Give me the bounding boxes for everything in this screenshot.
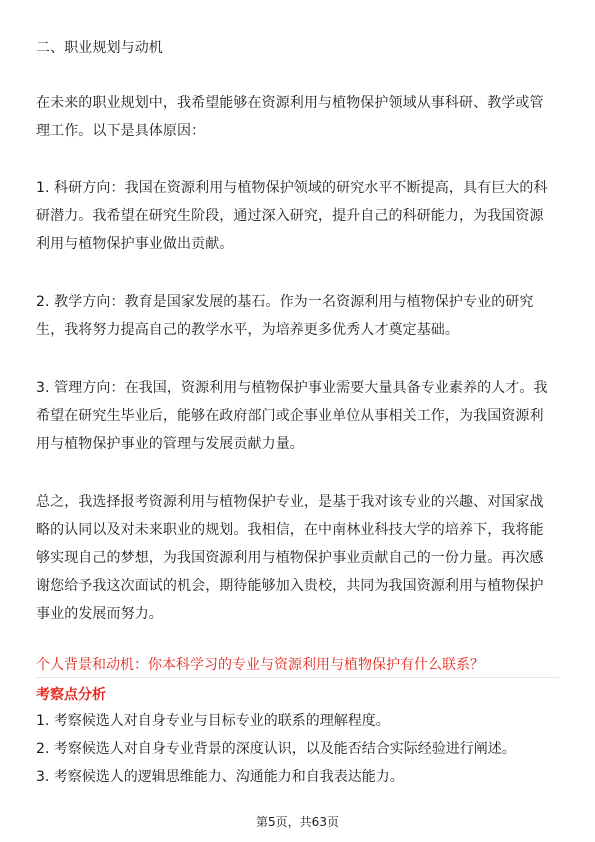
intro-line-1: 在未来的职业规划中，我希望能够在资源利用与植物保护领域从事科研、教学或管 [36,95,544,111]
section-heading: 二、职业规划与动机 [36,40,163,56]
analysis-point-3: 3. 考察候选人的逻辑思维能力、沟通能力和自我表达能力。 [36,769,404,785]
analysis-point-1: 1. 考察候选人对自身专业与目标专业的联系的理解程度。 [36,713,390,729]
reason3-line-1: 3. 管理方向：在我国，资源利用与植物保护事业需要大量具备专业素养的人才。我 [36,380,548,396]
reason2-line-1: 2. 教学方向：教育是国家发展的基石。作为一名资源利用与植物保护专业的研究 [36,294,534,310]
intro-line-2: 理工作。以下是具体原因： [36,123,206,139]
interview-question: 个人背景和动机：你本科学习的专业与资源利用与植物保护有什么联系？ [36,657,484,673]
divider [36,677,559,678]
analysis-point-2: 2. 考察候选人对自身专业背景的深度认识，以及能否结合实际经验进行阐述。 [36,741,516,757]
reason1-line-3: 利用与植物保护事业做出贡献。 [36,236,234,252]
reason1-line-1: 1. 科研方向：我国在资源利用与植物保护领域的研究水平不断提高，具有巨大的科 [36,180,548,196]
conclusion-line-2: 略的认同以及对未来职业的规划。我相信，在中南林业科技大学的培养下，我将能 [36,522,544,538]
reason1-line-2: 研潜力。我希望在研究生阶段，通过深入研究，提升自己的科研能力，为我国资源 [36,208,544,224]
conclusion-line-3: 够实现自己的梦想，为我国资源利用与植物保护事业贡献自己的一份力量。再次感 [36,550,544,566]
conclusion-line-5: 事业的发展而努力。 [36,606,163,622]
reason2-line-2: 生，我将努力提高自己的教学水平，为培养更多优秀人才奠定基础。 [36,322,459,338]
reason3-line-3: 用与植物保护事业的管理与发展贡献力量。 [36,436,304,452]
conclusion-line-4: 谢您给予我这次面试的机会，期待能够加入贵校，共同为我国资源利用与植物保护 [36,578,544,594]
reason3-line-2: 希望在研究生毕业后，能够在政府部门或企事业单位从事相关工作，为我国资源利 [36,408,544,424]
page-number-footer: 第5页，共63页 [256,815,339,829]
analysis-title: 考察点分析 [36,687,106,703]
conclusion-line-1: 总之，我选择报考资源利用与植物保护专业，是基于我对该专业的兴趣、对国家战 [36,494,544,510]
